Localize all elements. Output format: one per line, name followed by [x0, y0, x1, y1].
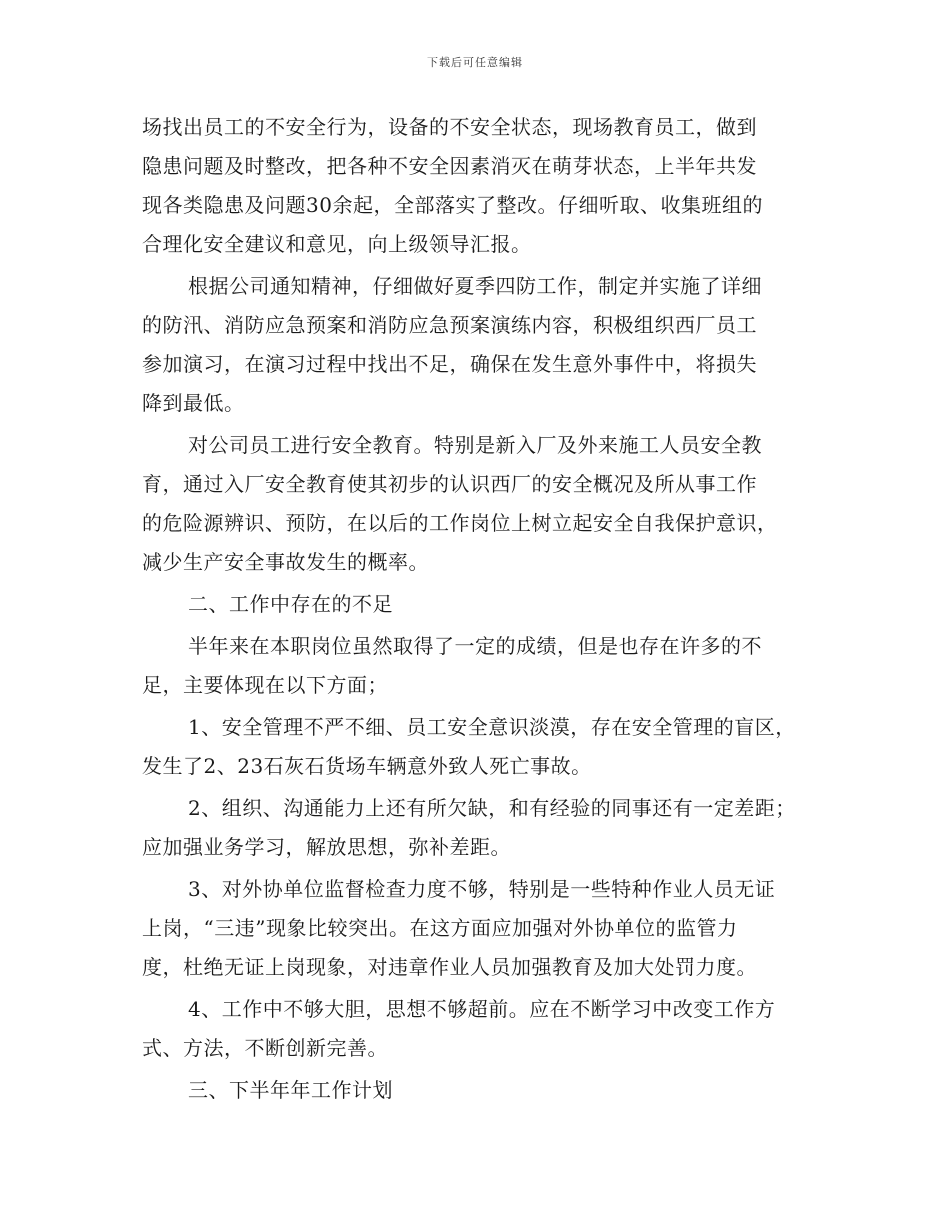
- text-line: 育，通过入厂安全教育使其初步的认识西厂的安全概况及所从事工作: [142, 472, 757, 496]
- text-line: 度，杜绝无证上岗现象，对违章作业人员加强教育及加大处罚力度。: [142, 955, 757, 979]
- text-line: 现各类隐患及问题30余起，全部落实了整改。仔细听取、收集班组的: [142, 193, 763, 217]
- text-line: 式、方法，不断创新完善。: [142, 1036, 388, 1060]
- document-body: [142, 108, 817, 1110]
- paragraph-first-line: 对公司员工进行安全教育。特别是新入厂及外来施工人员安全教: [188, 433, 762, 457]
- text-line: 隐患问题及时整改，把各种不安全因素消灭在萌芽状态，上半年共发: [142, 154, 757, 178]
- text-line: 参加演习，在演习过程中找出不足，确保在发生意外事件中，将损失: [142, 352, 757, 376]
- text-line: 的危险源辨识、预防，在以后的工作岗位上树立起安全自我保护意识，: [142, 511, 778, 535]
- paragraph-first-line: 根据公司通知精神，仔细做好夏季四防工作，制定并实施了详细: [188, 274, 762, 298]
- text-line: 发生了2、23石灰石货场车辆意外致人死亡事故。: [142, 754, 592, 778]
- paragraph-first-line: 半年来在本职岗位虽然取得了一定的成绩，但是也存在许多的不: [188, 634, 762, 658]
- page-header: 下载后可任意编辑: [427, 56, 523, 69]
- text-line: 应加强业务学习，解放思想，弥补差距。: [142, 835, 511, 859]
- text-line: 减少生产安全事故发生的概率。: [142, 550, 429, 574]
- paragraph-first-line: 4、工作中不够大胆，思想不够超前。应在不断学习中改变工作方: [188, 997, 776, 1021]
- text-line: 的防汛、消防应急预案和消防应急预案演练内容，积极组织西厂员工: [142, 313, 757, 337]
- text-line: 上岗，“三违”现象比较突出。在这方面应加强对外协单位的监管力: [142, 916, 738, 940]
- text-line: 降到最低。: [142, 391, 245, 415]
- paragraph-first-line: 2、组织、沟通能力上还有所欠缺，和有经验的同事还有一定差距；: [188, 796, 796, 820]
- text-line: 场找出员工的不安全行为，设备的不安全状态，现场教育员工，做到: [142, 115, 757, 139]
- text-line: 合理化安全建议和意见，向上级领导汇报。: [142, 232, 532, 256]
- text-line: 足，主要体现在以下方面；: [142, 673, 388, 697]
- paragraph-first-line: 二、工作中存在的不足: [188, 592, 393, 616]
- paragraph-first-line: 1、安全管理不严不细、员工安全意识淡漠，存在安全管理的盲区，: [188, 715, 796, 739]
- paragraph-first-line: 3、对外协单位监督检查力度不够，特别是一些特种作业人员无证: [188, 877, 776, 901]
- paragraph-first-line: 三、下半年年工作计划: [188, 1078, 393, 1102]
